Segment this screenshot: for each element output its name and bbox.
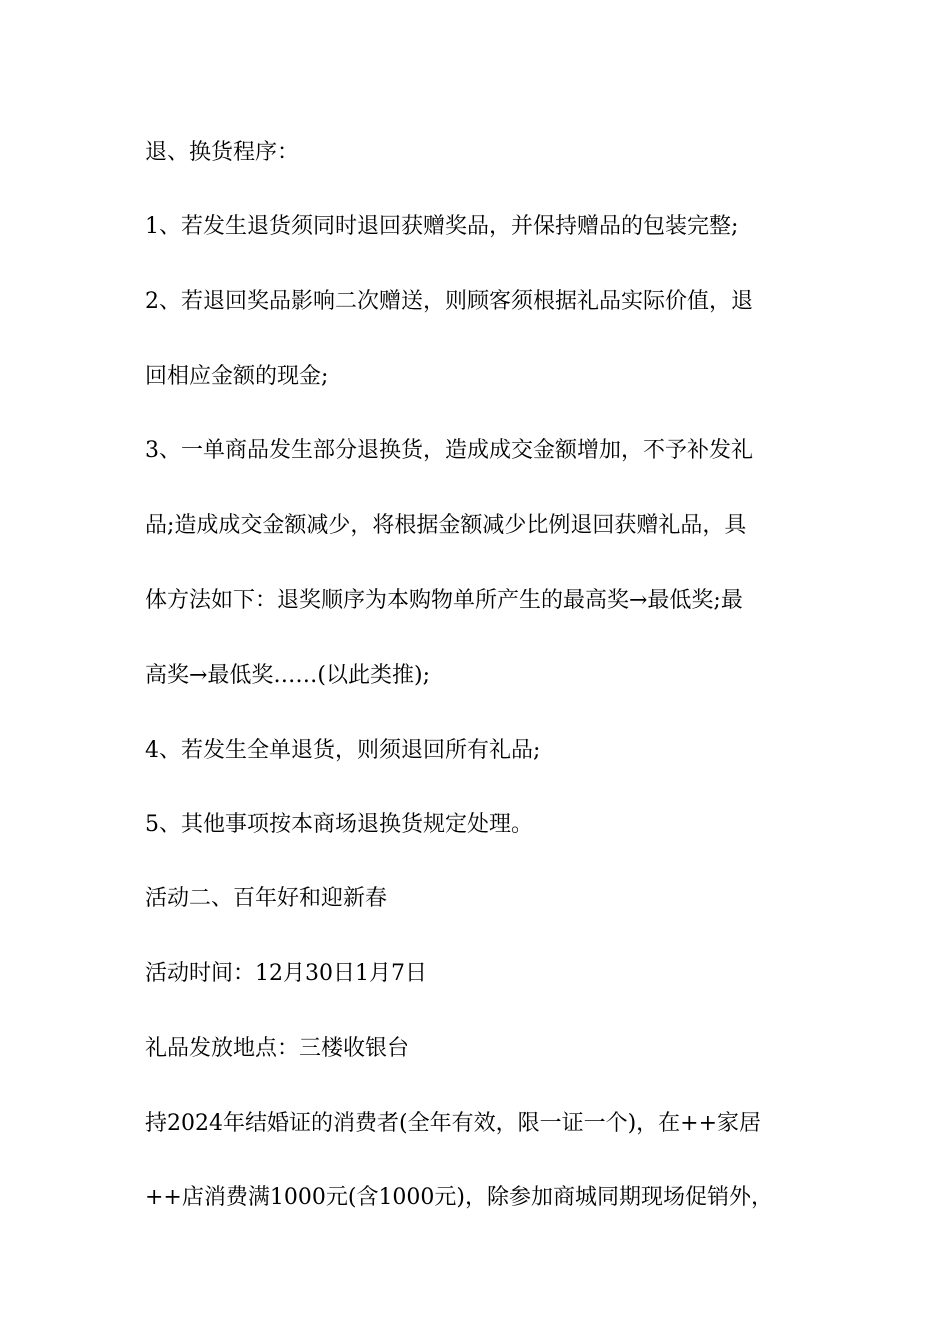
activity-two-heading: 活动二、百年好和迎新春: [145, 886, 388, 911]
rule-item-3-line-3: 体方法如下：退奖顺序为本购物单所产生的最高奖→最低奖;最: [145, 588, 743, 613]
rule-item-3-line-2: 品;造成成交金额减少，将根据金额减少比例退回获赠礼品，具: [145, 513, 747, 538]
activity-time: 活动时间：12月30日1月7日: [145, 961, 427, 986]
paragraph-line-1: 持2024年结婚证的消费者(全年有效，限一证一个)，在++家居: [145, 1111, 762, 1136]
section-heading-return-procedure: 退、换货程序：: [145, 140, 300, 165]
rule-item-3-line-4: 高奖→最低奖……(以此类推);: [145, 663, 431, 688]
rule-item-3-line-1: 3、一单商品发生部分退换货，造成成交金额增加，不予补发礼: [145, 438, 753, 463]
rule-item-5: 5、其他事项按本商场退换货规定处理。: [145, 812, 533, 837]
rule-item-2-line-1: 2、若退回奖品影响二次赠送，则顾客须根据礼品实际价值，退: [145, 289, 753, 314]
rule-item-2-line-2: 回相应金额的现金;: [145, 364, 329, 389]
paragraph-line-2: ++店消费满1000元(含1000元)，除参加商城同期现场促销外，: [145, 1185, 774, 1210]
gift-location: 礼品发放地点：三楼收银台: [145, 1036, 410, 1061]
rule-item-1: 1、若发生退货须同时退回获赠奖品，并保持赠品的包装完整;: [145, 214, 739, 239]
rule-item-4: 4、若发生全单退货，则须退回所有礼品;: [145, 738, 541, 763]
